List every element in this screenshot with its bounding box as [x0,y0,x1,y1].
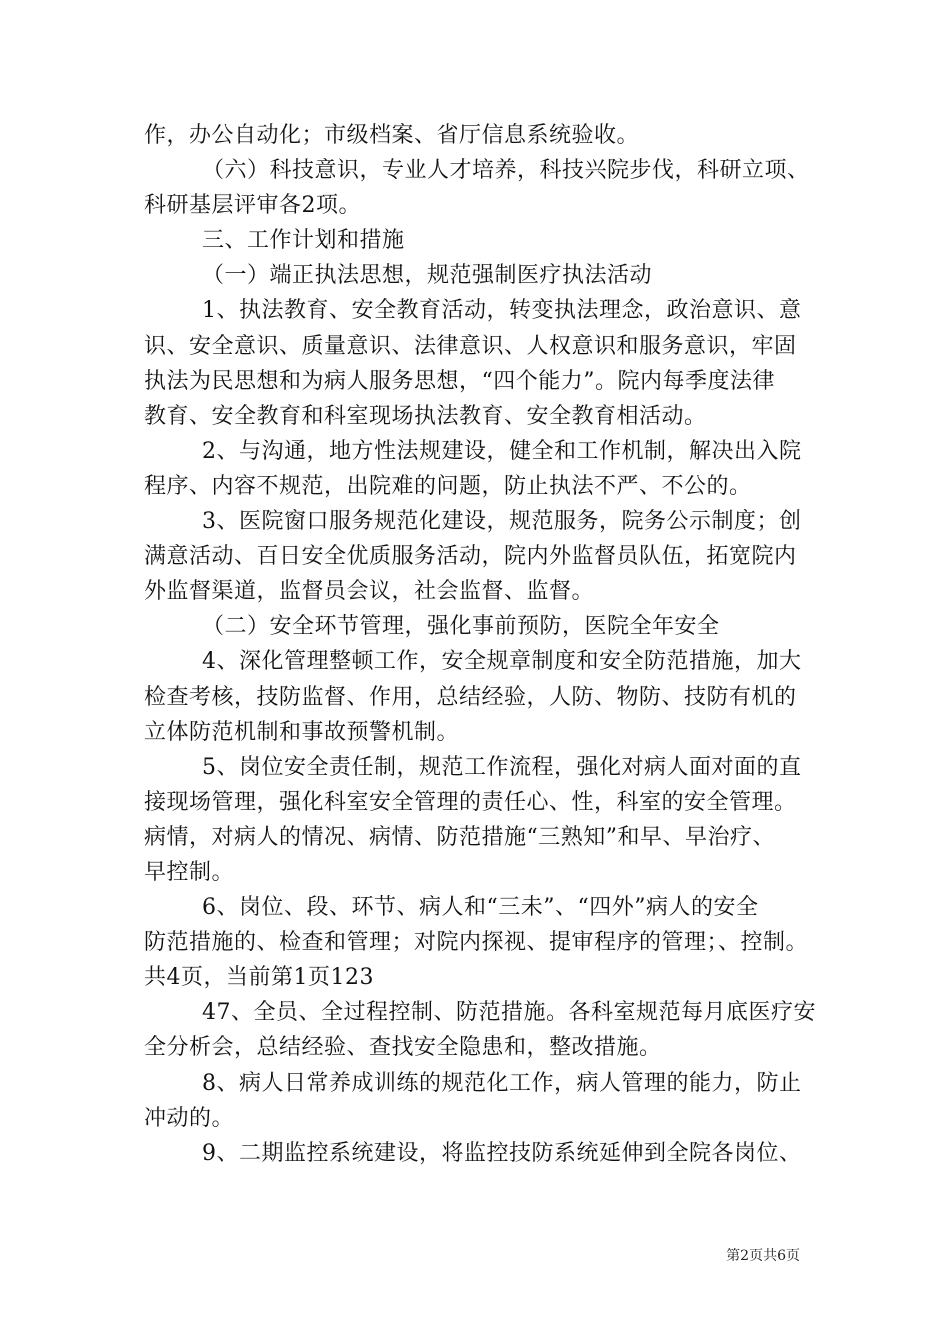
text-line: 8、病人日常养成训练的规范化工作，病人管理的能力，防止 [202,1070,802,1096]
text-line: 全分析会，总结经验、查找安全隐患和，整改措施。 [144,1035,662,1061]
document-body [144,118,816,1171]
text-line: 3、医院窗口服务规范化建设，规范服务，院务公示制度；创 [202,509,802,535]
text-line: （六）科技意识，专业人才培养，科技兴院步伐，科研立项、 [202,158,810,184]
text-line: 立体防范机制和事故预警机制。 [144,719,460,745]
text-line: （二）安全环节管理，强化事前预防，医院全年安全 [202,614,720,640]
text-line: 检查考核，技防监督、作用，总结经验，人防、物防、技防有机的 [144,684,797,710]
text-line: 冲动的。 [144,1105,235,1131]
text-line: 病情，对病人的情况、病情、防范措施“三熟知”和早、早治疗、 [144,824,775,850]
text-line: 9、二期监控系统建设，将监控技防系统延伸到全院各岗位、 [202,1140,802,1166]
text-line: 防范措施的、检查和管理；对院内探视、提审程序的管理；、控制。 [144,930,809,956]
text-line: 6、岗位、段、环节、病人和“三未”、“四外”病人的安全 [202,895,759,921]
text-line: 接现场管理，强化科室安全管理的责任心、性，科室的安全管理。 [144,789,797,815]
text-line: （一）端正执法思想，规范强制医疗执法活动 [202,263,653,289]
text-line: 识、安全意识、质量意识、法律意识、人权意识和服务意识，牢固 [144,333,797,359]
text-line: 作，办公自动化；市级档案、省厅信息系统验收。 [144,123,640,148]
text-line: 科研基层评审各2项。 [144,193,361,219]
text-line: 4、深化管理整顿工作，安全规章制度和安全防范措施，加大 [202,649,802,675]
text-line: 5、岗位安全责任制，规范工作流程，强化对病人面对面的直 [202,754,802,780]
text-line: 三、工作计划和措施 [202,228,405,254]
text-line: 早控制。 [144,859,235,885]
text-line: 满意活动、百日安全优质服务活动，院内外监督员队伍，拓宽院内 [144,544,797,570]
text-line: 外监督渠道，监督员会议，社会监督、监督。 [144,579,595,605]
text-line: 共4页，当前第1页123 [144,965,374,991]
text-line: 2、与沟通，地方性法规建设，健全和工作机制，解决出入院 [202,438,802,464]
text-line: 47、全员、全过程控制、防范措施。各科室规范每月底医疗安 [202,1000,816,1026]
page-number-footer: 第2页共6页 [726,1248,800,1264]
text-line: 1、执法教育、安全教育活动，转变执法理念，政治意识、意 [202,298,802,324]
text-line: 教育、安全教育和科室现场执法教育、安全教育相活动。 [144,403,707,429]
text-line: 程序、内容不规范，出院难的问题，防止执法不严、不公的。 [144,473,752,499]
text-line: 执法为民思想和为病人服务思想，“四个能力”。院内每季度法律 [144,368,775,394]
